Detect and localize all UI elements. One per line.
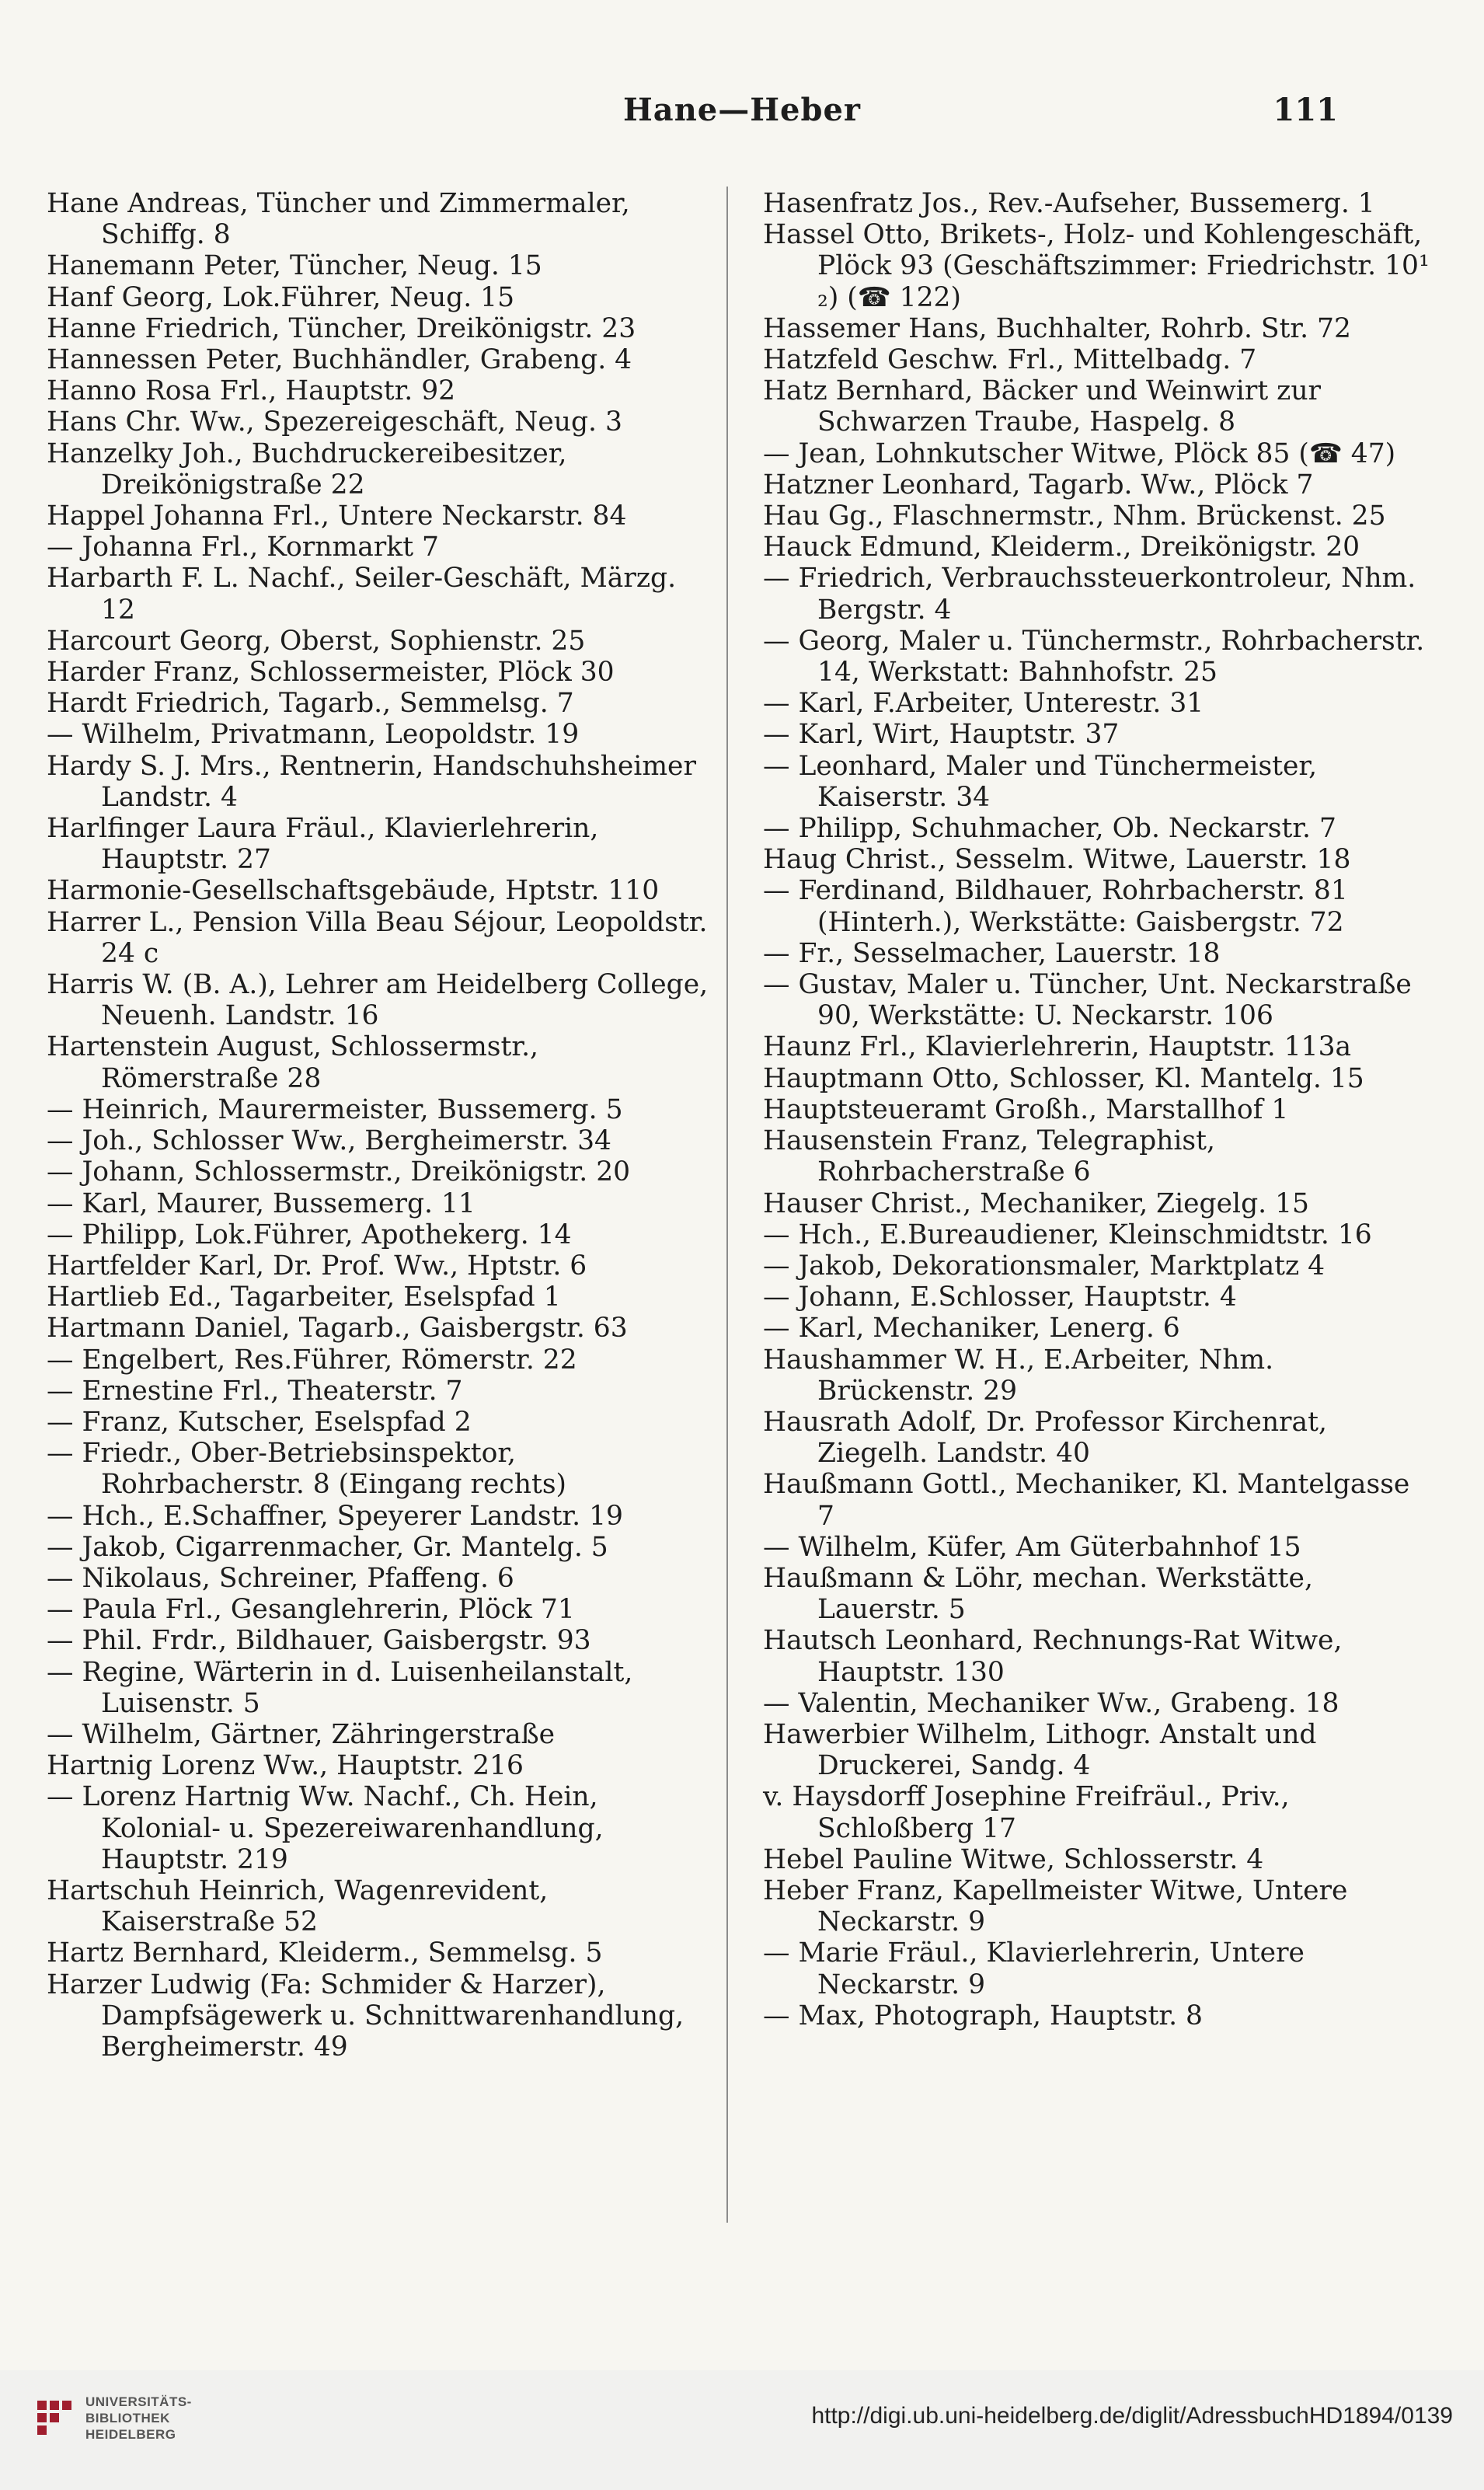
directory-entry	[47, 657, 716, 688]
entry-text: Hasenfratz Jos., Rev.-Aufseher, Bussemerg. 1	[763, 188, 1375, 219]
entry-text: Hartfelder Karl, Dr. Prof. Ww., Hptstr. 6	[47, 1250, 587, 1282]
entry-text: Hardt Friedrich, Tagarb., Semmelsg. 7	[47, 688, 574, 720]
directory-entry	[47, 1875, 716, 1937]
entry-text: Hauptsteueramt Großh., Marstallhof 1	[763, 1093, 1289, 1125]
entry-text: — Karl, F.Arbeiter, Unterestr. 31	[763, 688, 1204, 720]
entry-text: — Franz, Kutscher, Eselspfad 2	[47, 1406, 472, 1438]
directory-entry	[47, 188, 716, 250]
directory-entry	[763, 1282, 1433, 1313]
directory-entry	[47, 1594, 716, 1625]
entry-text: Hardy S. J. Mrs., Rentnerin, Handschuhsheimer Landstr. 4	[47, 750, 705, 813]
entry-text: Heber Franz, Kapellmeister Witwe, Untere Neckarstr. 9	[763, 1874, 1357, 1938]
directory-entry	[47, 907, 716, 969]
entry-text: — Philipp, Lok.Führer, Apothekerg. 14	[47, 1219, 572, 1250]
entry-text: Hartnig Lorenz Ww., Hauptstr. 216	[47, 1750, 524, 1782]
directory-entry	[763, 532, 1433, 563]
directory-entry	[763, 1125, 1433, 1187]
directory-entry	[47, 532, 716, 563]
entry-text: v. Haysdorff Josephine Freifräul., Priv., Schloßberg 17	[763, 1781, 1298, 1844]
entry-text: Hassemer Hans, Buchhalter, Rohrb. Str. 72	[763, 312, 1351, 344]
directory-entry	[763, 1688, 1433, 1719]
entry-text: Hanf Georg, Lok.Führer, Neug. 15	[47, 281, 515, 313]
directory-entry	[47, 688, 716, 719]
directory-entry	[763, 1219, 1433, 1250]
directory-entry	[47, 1156, 716, 1187]
directory-entry	[763, 813, 1433, 844]
entry-text: — Valentin, Mechaniker Ww., Grabeng. 18	[763, 1687, 1339, 1719]
directory-entry	[47, 563, 716, 625]
directory-entry	[47, 1532, 716, 1563]
entry-text: Harder Franz, Schlossermeister, Plöck 30	[47, 657, 615, 689]
entry-text: Hartschuh Heinrich, Wagenrevident, Kaiserstraße 52	[47, 1874, 557, 1938]
entry-text: Haushammer W. H., E.Arbeiter, Nhm. Brückenstr. 29	[763, 1344, 1283, 1407]
entry-text: — Gustav, Maler u. Tüncher, Unt. Neckarstraße 90, Werkstätte: U. Neckarstr. 106	[763, 969, 1420, 1032]
entry-text: Hebel Pauline Witwe, Schlosserstr. 4	[763, 1843, 1264, 1875]
entry-text: — Friedr., Ober-Betriebsinspektor, Rohrbacherstr. 8 (Eingang rechts)	[47, 1438, 566, 1501]
directory-entry	[47, 438, 716, 500]
entry-text: Hatz Bernhard, Bäcker und Weinwirt zur Schwarzen Traube, Haspelg. 8	[763, 375, 1330, 438]
page-title: Hane—Heber	[623, 92, 861, 128]
entry-text: — Johann, Schlossermstr., Dreikönigstr. 20	[47, 1156, 631, 1188]
directory-entry	[763, 469, 1433, 500]
directory-entry	[763, 375, 1433, 438]
entry-text: — Nikolaus, Schreiner, Pfaffeng. 6	[47, 1562, 514, 1594]
entry-text: — Karl, Maurer, Bussemerg. 11	[47, 1187, 476, 1219]
entry-text: Harcourt Georg, Oberst, Sophienstr. 25	[47, 625, 586, 657]
directory-entry	[763, 563, 1433, 625]
right-column	[763, 188, 1438, 2248]
directory-entry	[47, 969, 716, 1031]
directory-entry	[763, 1719, 1433, 1781]
directory-entry	[47, 1750, 716, 1781]
directory-entry	[47, 719, 716, 750]
directory-entry	[47, 406, 716, 438]
entry-text: Haußmann & Löhr, mechan. Werkstätte, Lauerstr. 5	[763, 1562, 1322, 1626]
directory-entry	[47, 1719, 716, 1750]
entry-text: Hauck Edmund, Kleiderm., Dreikönigstr. 20	[763, 532, 1360, 563]
entry-text: — Jakob, Dekorationsmaler, Marktplatz 4	[763, 1250, 1325, 1282]
entry-text: Hausrath Adolf, Dr. Professor Kirchenrat, Ziegelh. Landstr. 40	[763, 1406, 1336, 1470]
directory-entry	[763, 1532, 1433, 1563]
entry-text: Hans Chr. Ww., Spezereigeschäft, Neug. 3	[47, 406, 622, 438]
directory-entry	[47, 1781, 716, 1875]
directory-entry	[47, 1125, 716, 1156]
entry-text: Hannessen Peter, Buchhändler, Grabeng. 4	[47, 344, 632, 376]
entry-text: — Johann, E.Schlosser, Hauptstr. 4	[763, 1282, 1237, 1313]
directory-entry	[47, 375, 716, 406]
entry-text: — Friedrich, Verbrauchssteuerkontroleur, Nhm. Bergstr. 4	[763, 563, 1425, 626]
directory-entry	[763, 719, 1433, 750]
directory-entry	[47, 1031, 716, 1093]
footer	[0, 2370, 1484, 2490]
directory-entry	[763, 1469, 1433, 1531]
logo-line: BIBLIOTHEK	[85, 2411, 170, 2425]
directory-entry	[47, 1625, 716, 1656]
entry-text: — Fr., Sesselmacher, Lauerstr. 18	[763, 937, 1221, 969]
directory-entry	[763, 1313, 1433, 1344]
directory-entry	[763, 751, 1433, 813]
logo-line: HEIDELBERG	[85, 2427, 176, 2442]
directory-entry	[47, 1313, 716, 1344]
directory-entry	[763, 1094, 1433, 1125]
logo-line: UNIVERSITÄTS-	[85, 2394, 192, 2409]
entry-text: — Lorenz Hartnig Ww. Nachf., Ch. Hein, Kolonial- u. Spezereiwarenhandlung, Hauptstr. 219	[47, 1781, 612, 1875]
directory-entry	[47, 1438, 716, 1500]
entry-text: Hanemann Peter, Tüncher, Neug. 15	[47, 250, 542, 282]
entry-text: Hartz Bernhard, Kleiderm., Semmelsg. 5	[47, 1937, 603, 1969]
directory-entry	[47, 1282, 716, 1313]
directory-entry	[763, 875, 1433, 937]
entry-text: Harlfinger Laura Fräul., Klavierlehrerin, Hauptstr. 27	[47, 813, 608, 876]
page-header	[0, 92, 1484, 146]
directory-entry	[47, 1969, 716, 2063]
directory-entry	[763, 1875, 1433, 1937]
directory-entry	[47, 1376, 716, 1407]
entry-text: Harbarth F. L. Nachf., Seiler-Geschäft, Märzg. 12	[47, 563, 685, 626]
entry-text: Hawerbier Wilhelm, Lithogr. Anstalt und Druckerei, Sandg. 4	[763, 1718, 1325, 1782]
entry-text: Hartlieb Ed., Tagarbeiter, Eselspfad 1	[47, 1282, 561, 1313]
directory-entry	[47, 1407, 716, 1438]
directory-entry	[47, 813, 716, 875]
entry-text: Haunz Frl., Klavierlehrerin, Hauptstr. 113a	[763, 1031, 1352, 1063]
directory-entry	[763, 938, 1433, 969]
entry-text: — Karl, Wirt, Hauptstr. 37	[763, 719, 1120, 751]
directory-entry	[763, 1344, 1433, 1407]
entry-text: — Ernestine Frl., Theaterstr. 7	[47, 1375, 463, 1407]
entry-text: Hassel Otto, Brikets-, Holz- und Kohlengeschäft, Plöck 93 (Geschäftszimmer: Friedrichstr. 10¹ ₂) (☎ 122)	[763, 219, 1438, 313]
column-divider	[726, 187, 728, 2223]
directory-entry	[763, 844, 1433, 875]
directory-entry	[763, 1781, 1433, 1843]
directory-entry	[763, 969, 1433, 1031]
directory-entry	[47, 250, 716, 281]
directory-entry	[47, 1563, 716, 1594]
entry-text: — Wilhelm, Gärtner, Zähringerstraße	[47, 1718, 556, 1750]
directory-entry	[763, 1625, 1433, 1687]
entry-text: — Joh., Schlosser Ww., Bergheimerstr. 34	[47, 1125, 611, 1157]
source-url[interactable]: http://digi.ub.uni-heidelberg.de/diglit/AdressbuchHD1894/0139	[811, 2403, 1453, 2429]
entry-text: — Philipp, Schuhmacher, Ob. Neckarstr. 7	[763, 813, 1336, 845]
page-number: 111	[1273, 92, 1338, 128]
library-logo-text	[85, 2394, 192, 2443]
directory-entry	[763, 1250, 1433, 1282]
directory-entry	[47, 626, 716, 657]
directory-entry	[763, 1407, 1433, 1469]
directory-entry	[763, 1188, 1433, 1219]
entry-text: — Marie Fräul., Klavierlehrerin, Untere Neckarstr. 9	[763, 1937, 1313, 2000]
entry-text: Hau Gg., Flaschnermstr., Nhm. Brückenst. 25	[763, 500, 1386, 532]
directory-entry	[47, 1188, 716, 1219]
entry-text: Happel Johanna Frl., Untere Neckarstr. 84	[47, 500, 627, 532]
directory-entry	[763, 1063, 1433, 1094]
directory-entry	[763, 1031, 1433, 1062]
directory-entry	[47, 1501, 716, 1532]
entry-text: — Hch., E.Bureaudiener, Kleinschmidtstr. 16	[763, 1219, 1372, 1250]
entry-text: Hautsch Leonhard, Rechnungs-Rat Witwe, Hauptstr. 130	[763, 1625, 1351, 1688]
entry-text: — Georg, Maler u. Tünchermstr., Rohrbacherstr. 14, Werkstatt: Bahnhofstr. 25	[763, 625, 1433, 689]
entry-text: — Jean, Lohnkutscher Witwe, Plöck 85 (☎ 47)	[763, 438, 1396, 469]
entry-text: — Johanna Frl., Kornmarkt 7	[47, 532, 439, 563]
directory-entry	[763, 688, 1433, 719]
entry-text: — Ferdinand, Bildhauer, Rohrbacherstr. 81 (Hinterh.), Werkstätte: Gaisbergstr. 72	[763, 875, 1357, 938]
directory-entry	[763, 626, 1433, 688]
entry-text: Harrer L., Pension Villa Beau Séjour, Leopoldstr. 24 c	[47, 906, 716, 969]
entry-text: Haug Christ., Sesselm. Witwe, Lauerstr. 18	[763, 844, 1351, 876]
entry-text: Hartenstein August, Schlossermstr., Römerstraße 28	[47, 1031, 547, 1094]
directory-entry	[763, 2000, 1433, 2031]
directory-entry	[763, 188, 1433, 219]
directory-entry	[47, 1250, 716, 1282]
library-logo-icon	[34, 2398, 76, 2439]
entry-text: Haußmann Gottl., Mechaniker, Kl. Mantelgasse 7	[763, 1469, 1419, 1532]
directory-entry	[763, 1937, 1433, 2000]
entry-text: Hauser Christ., Mechaniker, Ziegelg. 15	[763, 1187, 1310, 1219]
entry-text: — Leonhard, Maler und Tünchermeister, Kaiserstr. 34	[763, 750, 1326, 813]
entry-text: Hanzelky Joh., Buchdruckereibesitzer, Dreikönigstraße 22	[47, 438, 576, 500]
entry-text: — Phil. Frdr., Bildhauer, Gaisbergstr. 93	[47, 1625, 591, 1657]
entry-text: Hausenstein Franz, Telegraphist, Rohrbacherstraße 6	[763, 1125, 1224, 1188]
entry-text: Harris W. (B. A.), Lehrer am Heidelberg College, Neuenh. Landstr. 16	[47, 969, 717, 1032]
directory-entry	[763, 438, 1433, 469]
directory-entry	[763, 313, 1433, 344]
entry-text: — Wilhelm, Privatmann, Leopoldstr. 19	[47, 719, 580, 751]
directory-entry	[763, 219, 1438, 313]
directory-entry	[47, 1657, 716, 1719]
entry-text: — Regine, Wärterin in d. Luisenheilanstalt, Luisenstr. 5	[47, 1656, 642, 1719]
entry-text: — Paula Frl., Gesanglehrerin, Plöck 71	[47, 1594, 575, 1626]
entry-text: — Karl, Mechaniker, Lenerg. 6	[763, 1313, 1180, 1344]
directory-entry	[763, 344, 1433, 375]
entry-text: Harmonie-Gesellschaftsgebäude, Hptstr. 110	[47, 875, 660, 907]
directory-entry	[763, 500, 1433, 532]
directory-entry	[47, 875, 716, 906]
entry-text: — Hch., E.Schaffner, Speyerer Landstr. 19	[47, 1500, 623, 1532]
directory-entry	[47, 313, 716, 344]
entry-text: Hanno Rosa Frl., Hauptstr. 92	[47, 375, 456, 407]
entry-text: Hane Andreas, Tüncher und Zimmermaler, Schiffg. 8	[47, 188, 639, 251]
entry-text: — Heinrich, Maurermeister, Bussemerg. 5	[47, 1093, 623, 1125]
directory-entry	[47, 751, 716, 813]
directory-entry	[47, 1219, 716, 1250]
entry-text: Hatzner Leonhard, Tagarb. Ww., Plöck 7	[763, 469, 1314, 500]
entry-text: Harzer Ludwig (Fa: Schmider & Harzer), Dampfsägewerk u. Schnittwarenhandlung, Bergheimerstr. 49	[47, 1969, 693, 2063]
left-column	[47, 188, 716, 2248]
entry-text: Hartmann Daniel, Tagarb., Gaisbergstr. 63	[47, 1313, 628, 1344]
directory-entry	[47, 500, 716, 532]
entry-text: — Max, Photograph, Hauptstr. 8	[763, 2000, 1203, 2031]
entry-text: Hauptmann Otto, Schlosser, Kl. Mantelg. 15	[763, 1062, 1364, 1094]
entry-text: — Wilhelm, Küfer, Am Güterbahnhof 15	[763, 1531, 1301, 1563]
entry-text: Hanne Friedrich, Tüncher, Dreikönigstr. 23	[47, 312, 636, 344]
directory-entry	[47, 282, 716, 313]
directory-entry	[47, 344, 716, 375]
entry-text: — Engelbert, Res.Führer, Römerstr. 22	[47, 1344, 577, 1376]
entry-text: — Jakob, Cigarrenmacher, Gr. Mantelg. 5	[47, 1531, 608, 1563]
directory-entry	[47, 1094, 716, 1125]
directory-entry	[763, 1563, 1433, 1625]
directory-entry	[763, 1844, 1433, 1875]
directory-entry	[47, 1344, 716, 1376]
entry-text: Hatzfeld Geschw. Frl., Mittelbadg. 7	[763, 344, 1257, 376]
directory-entry	[47, 1937, 716, 1969]
